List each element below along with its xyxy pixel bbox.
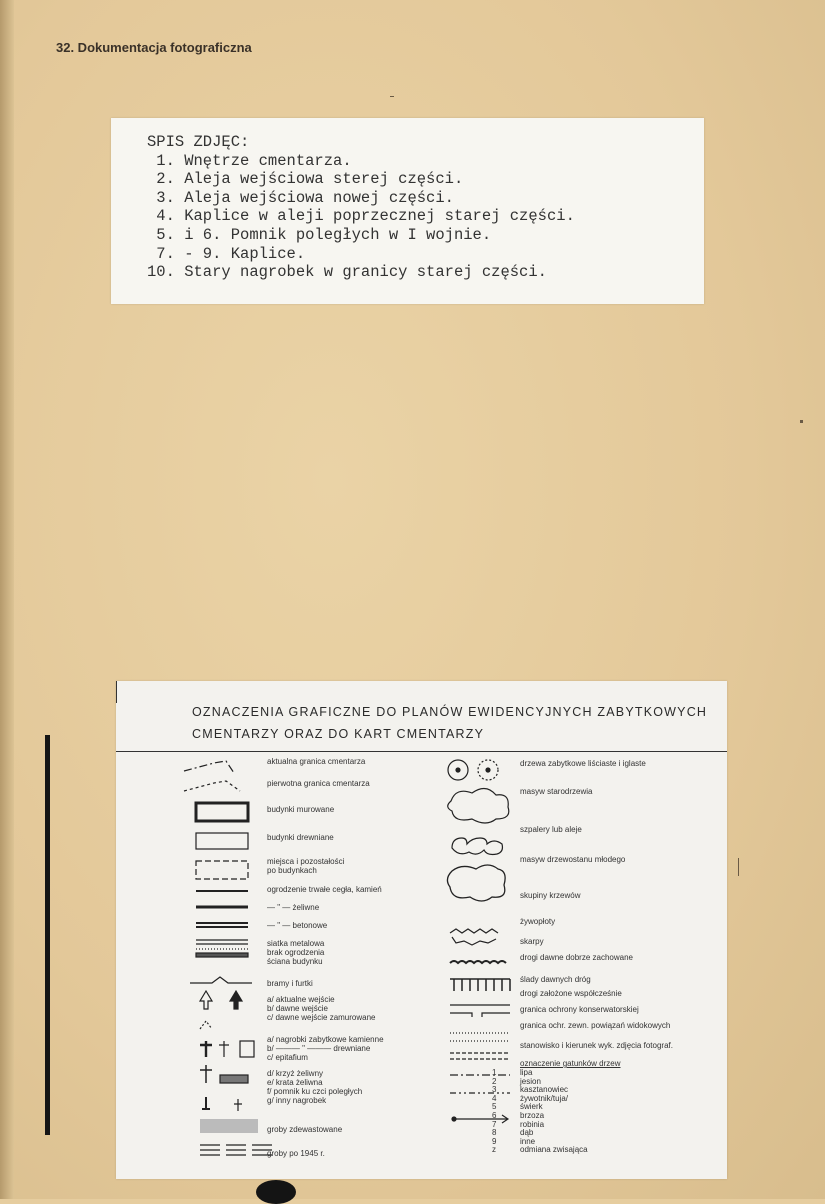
legend-item-label: drzewa zabytkowe liściaste i iglaste <box>520 759 646 768</box>
monument-symbol <box>202 1097 210 1109</box>
species-name: kasztanowiec <box>520 1085 569 1095</box>
species-code: 9 <box>492 1136 497 1146</box>
modern-roads-symbol <box>450 1053 510 1059</box>
iron-cross-symbol <box>200 1065 212 1083</box>
legend-card <box>116 681 727 1179</box>
walled-entrance-symbol <box>200 1021 212 1029</box>
legend-item-label: aktualna granica cmentarza <box>267 757 366 766</box>
legend-item-label: budynki drewniane <box>267 833 334 842</box>
young-trees-massif-symbol <box>447 865 505 901</box>
legend-title-line: CMENTARZY ORAZ DO KART CMENTARZY <box>192 727 485 741</box>
wooden-tombstone-symbol <box>219 1041 229 1057</box>
legend-item-label: granica ochr. zewn. powiązań widokowych <box>520 1021 671 1030</box>
legend-item-label: pierwotna granica cmentarza <box>267 779 370 788</box>
ink-blot <box>256 1180 296 1204</box>
species-name: dąb <box>520 1128 534 1138</box>
legend-item-label: budynki murowane <box>267 805 335 814</box>
photo-list-card <box>111 118 704 304</box>
legend-item-label: bramy i furtki <box>267 979 313 988</box>
species-row <box>492 1146 588 1154</box>
species-name: robinia <box>520 1119 545 1129</box>
stone-tombstone-symbol <box>200 1041 212 1057</box>
epitaph-symbol <box>240 1041 254 1057</box>
species-row <box>492 1129 533 1137</box>
photo-list-item: 4. Kaplice w aleji poprzecznej starej części. <box>147 207 575 226</box>
photo-list-item: 2. Aleja wejściowa sterej części. <box>147 170 464 189</box>
tree-rows-symbol <box>452 838 502 855</box>
legend-item-label: skarpy <box>520 937 544 946</box>
legend-item-label: groby zdewastowane <box>267 1125 343 1134</box>
species-code: 5 <box>492 1102 497 1112</box>
legend-item-label: drogi założone współcześnie <box>520 989 622 998</box>
species-code: 7 <box>492 1119 497 1129</box>
page-left-edge <box>0 0 14 1199</box>
building-remains-symbol <box>196 861 248 879</box>
photo-list-item: 7. - 9. Kaplice. <box>147 244 306 263</box>
species-row <box>492 1121 544 1129</box>
legend-item-label: granica ochrony konserwatorskiej <box>520 1005 639 1014</box>
current-entrance-symbol <box>200 991 212 1009</box>
legend-item-label: a/ nagrobki zabytkowe kamienne b/ ——— " ——— drewniane c/ epitafium <box>267 1035 384 1062</box>
legend-corner-mark <box>116 681 117 703</box>
legend-item-label: ślady dawnych dróg <box>520 975 591 984</box>
page-title: 32. Dokumentacja fotograficzna <box>56 40 252 55</box>
legend-item-label: siatka metalowa brak ogrodzenia ściana budynku <box>267 939 325 966</box>
hedges-symbol <box>450 961 506 963</box>
other-grave-symbol <box>234 1099 242 1111</box>
paper-mark <box>390 96 394 97</box>
species-code: 4 <box>492 1093 497 1103</box>
building-wall-symbol <box>196 953 248 957</box>
post-1945-graves-symbol <box>200 1145 272 1155</box>
species-code: 8 <box>492 1128 497 1138</box>
species-code: 6 <box>492 1111 497 1120</box>
species-name: świerk <box>520 1102 543 1112</box>
photo-list-item: 3. Aleja wejściowa nowej części. <box>147 188 454 207</box>
paper-mark <box>738 858 739 876</box>
species-name: żywotnik/tuja/ <box>520 1093 569 1103</box>
photo-list-item: 1. Wnętrze cmentarza. <box>147 151 352 170</box>
species-name: inne <box>520 1136 536 1146</box>
species-row <box>492 1112 544 1120</box>
legend-item-label: drogi dawne dobrze zachowane <box>520 953 633 962</box>
legend-item-label: — " — żeliwne <box>267 903 320 912</box>
legend-item-label: d/ krzyż żeliwny e/ krata żeliwna f/ pomnik ku czci poległych g/ inny nagrobek <box>267 1069 363 1105</box>
legend-item-label: miejsca i pozostałości po budynkach <box>267 857 345 875</box>
original-boundary-symbol <box>184 781 240 791</box>
photo-list-heading: SPIS ZDJĘC: <box>147 133 250 151</box>
shrub-clusters-symbol <box>450 929 498 945</box>
species-code: 1 <box>492 1068 497 1077</box>
species-row <box>492 1069 532 1077</box>
iron-grille-symbol <box>220 1075 248 1083</box>
species-code: 3 <box>492 1085 497 1095</box>
legend-item-label: skupiny krzewów <box>520 891 581 900</box>
brick-building-symbol <box>196 803 248 821</box>
legend-title <box>192 701 707 745</box>
former-entrance-symbol <box>230 991 242 1009</box>
embankment-symbol <box>450 979 510 991</box>
paper-mark <box>800 420 803 423</box>
legend-item-label: ogrodzenie trwałe cegła, kamień <box>267 885 382 894</box>
photo-list-item: 5. i 6. Pomnik poległych w I wojnie. <box>147 225 492 244</box>
species-heading: oznaczenie gatunków drzew <box>520 1059 621 1068</box>
old-roads-symbol <box>450 1005 510 1017</box>
old-trees-massif-symbol <box>448 788 509 823</box>
wooden-building-symbol <box>196 833 248 849</box>
legend-item-label: a/ aktualne wejście b/ dawne wejście c/ dawne wejście zamurowane <box>267 995 376 1022</box>
legend-divider <box>116 751 727 752</box>
legend-item-label: groby po 1945 r. <box>267 1149 325 1158</box>
old-road-traces-symbol <box>450 1033 510 1041</box>
current-boundary-symbol <box>184 761 234 773</box>
legend-title-line: OZNACZENIA GRAFICZNE DO PLANÓW EWIDENCYJNYCH ZABYTKOWYCH <box>192 705 708 719</box>
species-name: brzoza <box>520 1111 545 1120</box>
legend-item-label: żywopłoty <box>520 917 556 926</box>
legend-item-label: masyw drzewostanu młodego <box>520 855 626 864</box>
legend-item-label: — " — betonowe <box>267 921 328 930</box>
legend-item-label: szpalery lub aleje <box>520 825 582 834</box>
species-row <box>492 1086 568 1094</box>
legend-item-label: masyw starodrzewia <box>520 787 593 796</box>
species-name: jesion <box>520 1076 541 1086</box>
species-code: 2 <box>492 1076 497 1086</box>
legend-symbols <box>116 753 727 1173</box>
species-name: odmiana zwisająca <box>520 1145 588 1155</box>
legend-item-label: stanowisko i kierunek wyk. zdjęcia fotograf. <box>520 1041 673 1050</box>
gates-symbol <box>190 977 252 983</box>
photo-list-item: 10. Stary nagrobek w granicy starej części. <box>147 263 547 282</box>
species-name: lipa <box>520 1068 533 1077</box>
photo-list <box>147 133 575 282</box>
binding-bar <box>45 735 50 1135</box>
species-code: z <box>492 1145 496 1155</box>
devastated-graves-symbol <box>200 1119 258 1133</box>
